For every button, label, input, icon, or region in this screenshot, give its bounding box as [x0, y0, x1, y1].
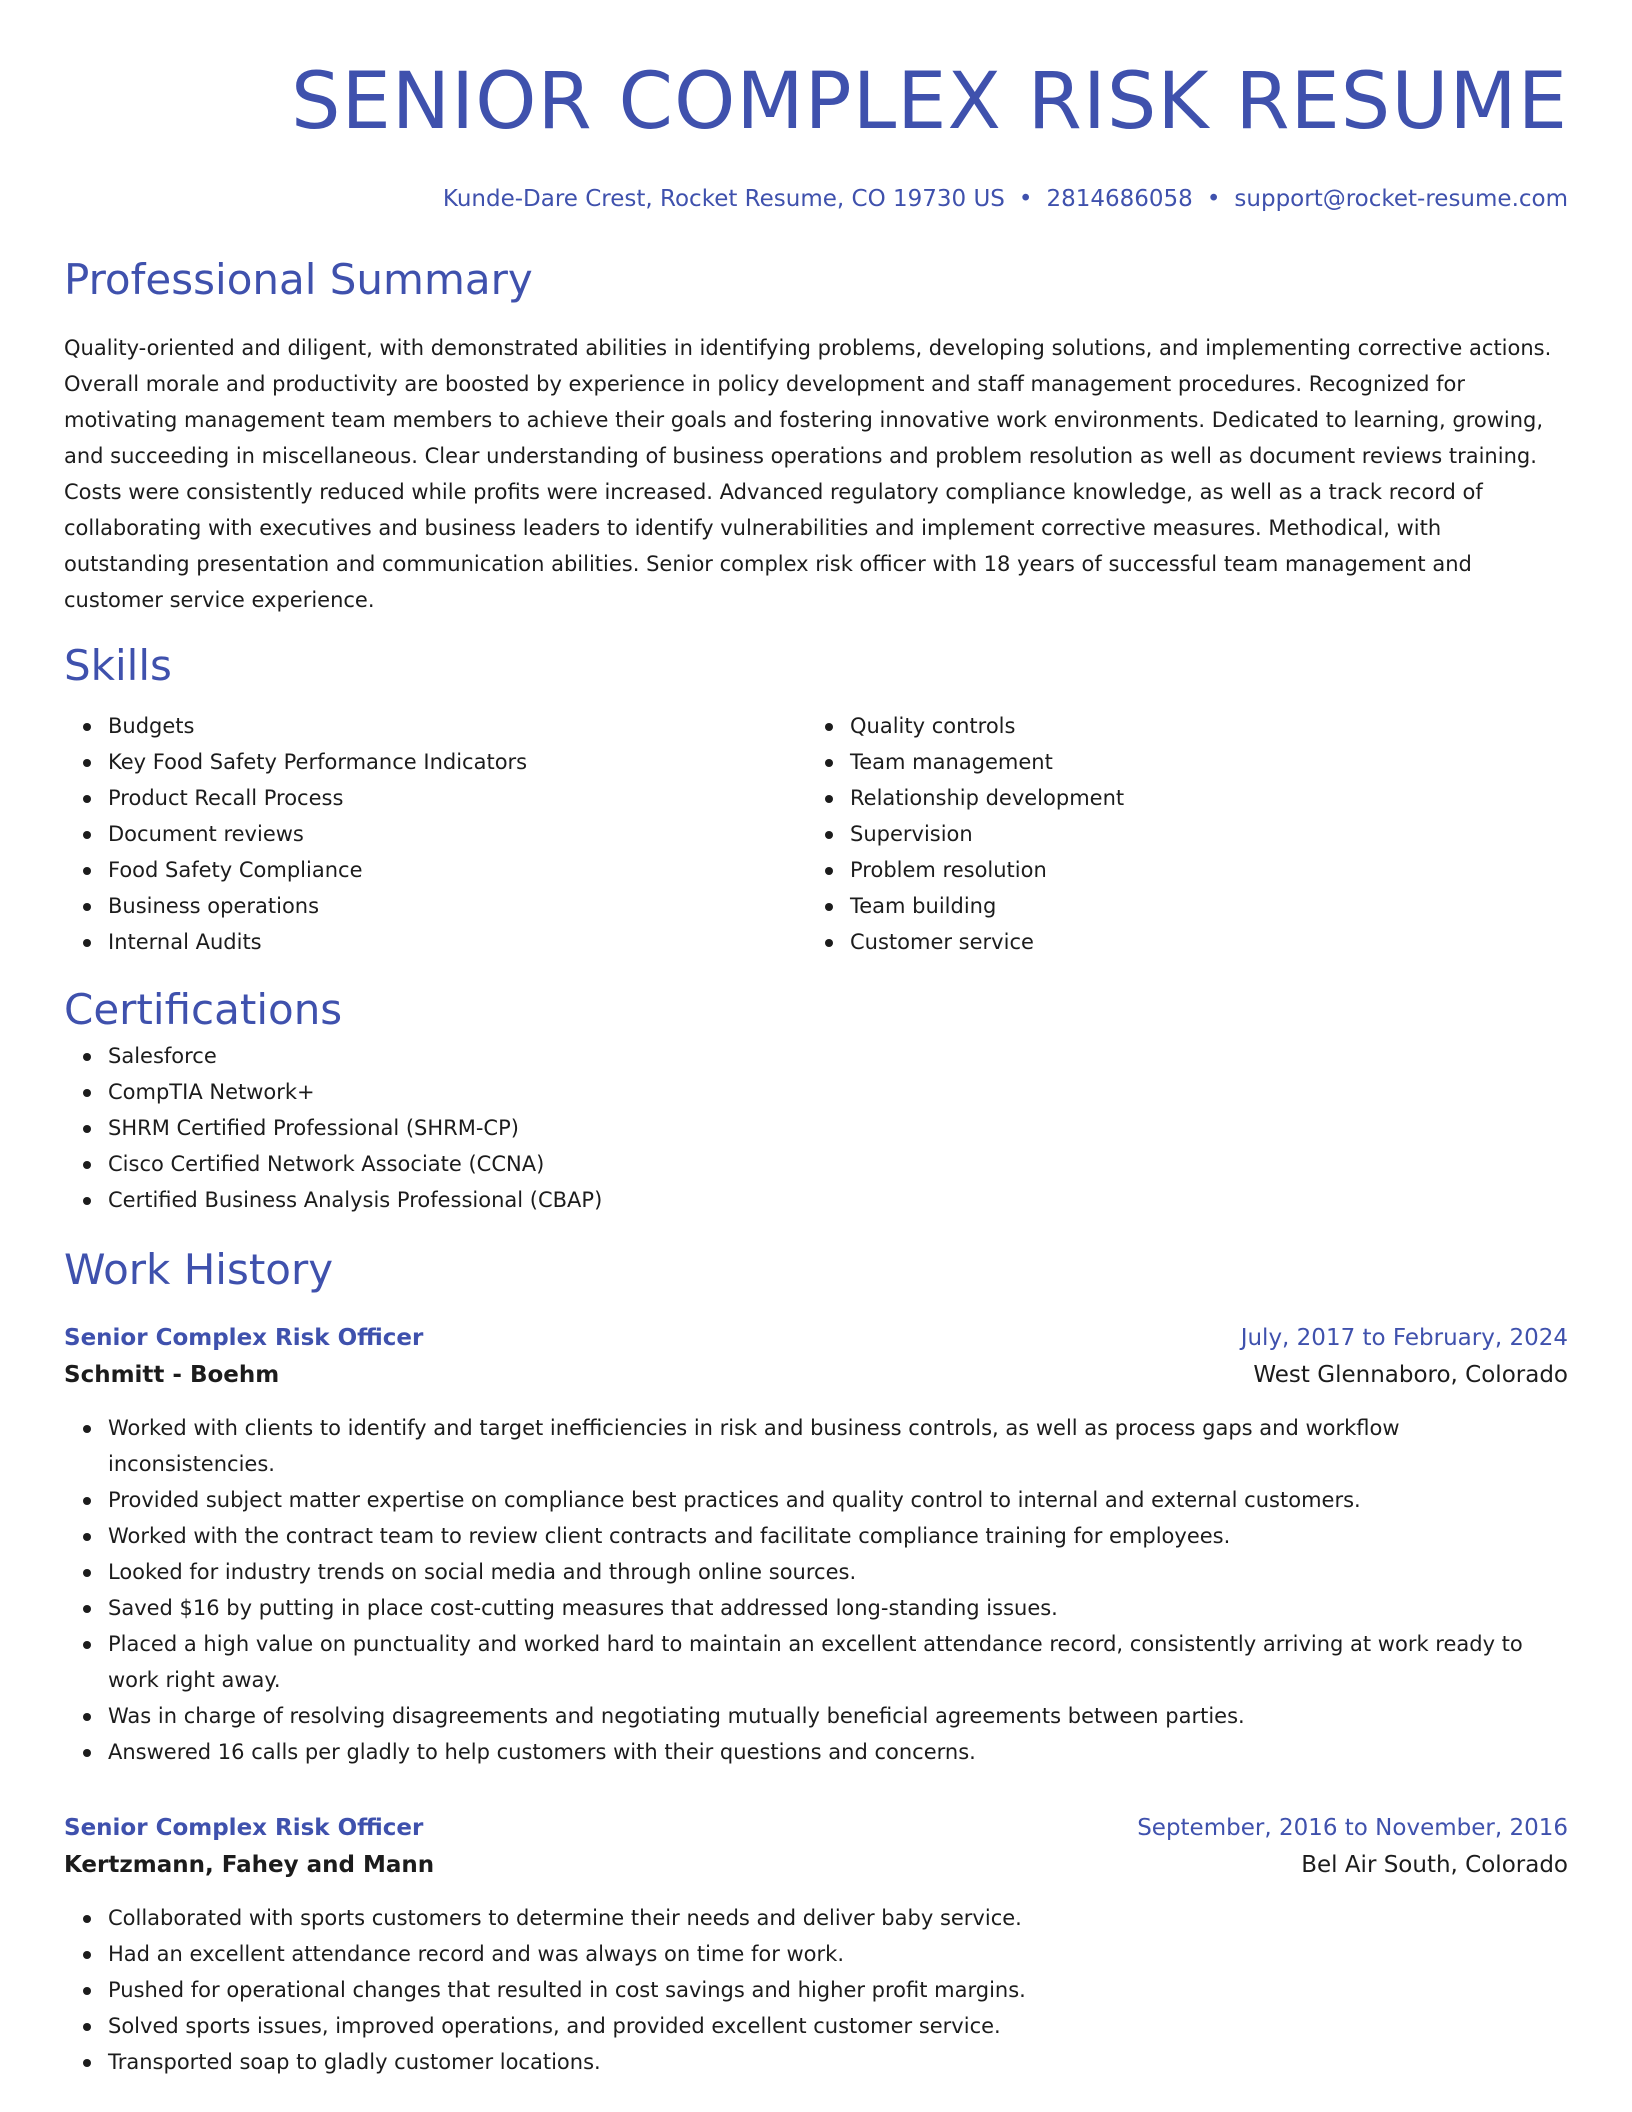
job-bullet: Worked with the contract team to review client contracts and facilitate compliance training for employees. [108, 1518, 1568, 1554]
skills-right-list [806, 708, 1548, 960]
skill-item: Team management [850, 744, 1548, 780]
skill-item: Food Safety Compliance [108, 852, 806, 888]
job-dates: September, 2016 to November, 2016 [1137, 1815, 1568, 1841]
skills-right-column [806, 708, 1548, 960]
job-bullet: Pushed for operational changes that resulted in cost savings and higher profit margins. [108, 1972, 1568, 2008]
job-bullets [64, 1410, 1568, 1770]
job-company-row [64, 1846, 1568, 1884]
job-bullet: Solved sports issues, improved operations, and provided excellent customer service. [108, 2008, 1568, 2044]
summary-text: Quality-oriented and diligent, with demonstrated abilities in identifying problems, developing solutions, and implementing corrective actions. Overall morale and productivity are boosted by experience in policy development and staff management procedures. Recognized for motivating management team members to achieve their goals and fostering innovative work environments. Dedicated to learning, growing, and succeeding in miscellaneous. Clear understanding of business operations and problem resolution as well as document reviews training. Costs were consistently reduced while profits were increased. Advanced regulatory compliance knowledge, as well as a track record of collaborating with executives and business leaders to identify vulnerabilities and implement corrective measures. Methodical, with outstanding presentation and communication abilities. Senior complex risk officer with 18 years of successful team management and customer service experience. [64, 336, 1552, 612]
certification-item: SHRM Certified Professional (SHRM-CP) [108, 1110, 1568, 1146]
contact-separator: • [1018, 186, 1033, 212]
certification-item: Salesforce [108, 1038, 1568, 1074]
phone: 2814686058 [1046, 186, 1193, 212]
job-title: Senior Complex Risk Officer [64, 1815, 424, 1841]
job-entry [64, 1320, 1568, 1770]
work-history-heading: Work History [64, 1245, 334, 1294]
certifications-heading: Certifications [64, 985, 343, 1034]
contact-separator: • [1206, 186, 1221, 212]
job-bullet: Collaborated with sports customers to determine their needs and deliver baby service. [108, 1900, 1568, 1936]
email: support@rocket-resume.com [1234, 186, 1568, 212]
job-company-row [64, 1356, 1568, 1394]
job-location: Bel Air South, Colorado [1301, 1852, 1568, 1878]
job-title-row [64, 1320, 1568, 1356]
skill-item: Internal Audits [108, 924, 806, 960]
skill-item: Relationship development [850, 780, 1548, 816]
job-company: Kertzmann, Fahey and Mann [64, 1852, 435, 1878]
job-bullet: Provided subject matter expertise on compliance best practices and quality control to internal and external customers. [108, 1482, 1568, 1518]
job-title: Senior Complex Risk Officer [64, 1325, 424, 1351]
skills-left-column [64, 708, 806, 960]
skill-item: Supervision [850, 816, 1548, 852]
skill-item: Team building [850, 888, 1548, 924]
skill-item: Quality controls [850, 708, 1548, 744]
job-title-row [64, 1810, 1568, 1846]
certification-item: Certified Business Analysis Professional (CBAP) [108, 1182, 1568, 1218]
skill-item: Document reviews [108, 816, 806, 852]
resume-header [64, 0, 1568, 214]
job-bullet: Saved $16 by putting in place cost-cutting measures that addressed long-standing issues. [108, 1590, 1568, 1626]
job-dates: July, 2017 to February, 2024 [1240, 1325, 1568, 1351]
job-bullet: Was in charge of resolving disagreements and negotiating mutually beneficial agreements between parties. [108, 1698, 1568, 1734]
skills-columns [64, 708, 1568, 960]
job-entry [64, 1810, 1568, 2080]
certification-item: Cisco Certified Network Associate (CCNA) [108, 1146, 1568, 1182]
skill-item: Problem resolution [850, 852, 1548, 888]
skill-item: Product Recall Process [108, 780, 806, 816]
certifications-list [64, 1038, 1568, 1218]
contact-line [64, 184, 1568, 214]
job-bullet: Had an excellent attendance record and was always on time for work. [108, 1936, 1568, 1972]
skills-heading: Skills [64, 641, 172, 690]
skill-item: Customer service [850, 924, 1548, 960]
summary-heading: Professional Summary [64, 255, 533, 304]
resume-title: SENIOR COMPLEX RISK RESUME [290, 57, 1568, 147]
certification-item: CompTIA Network+ [108, 1074, 1568, 1110]
job-bullets [64, 1900, 1568, 2080]
job-bullet: Transported soap to gladly customer locations. [108, 2044, 1568, 2080]
skill-item: Business operations [108, 888, 806, 924]
job-bullet: Answered 16 calls per gladly to help customers with their questions and concerns. [108, 1734, 1568, 1770]
job-bullet: Looked for industry trends on social media and through online sources. [108, 1554, 1568, 1590]
skill-item: Key Food Safety Performance Indicators [108, 744, 806, 780]
skills-left-list [64, 708, 806, 960]
job-location: West Glennaboro, Colorado [1253, 1362, 1568, 1388]
job-bullet: Placed a high value on punctuality and worked hard to maintain an excellent attendance record, consistently arriving at work ready to work right away. [108, 1626, 1568, 1698]
job-bullet: Worked with clients to identify and target inefficiencies in risk and business controls, as well as process gaps and workflow inconsistencies. [108, 1410, 1568, 1482]
address: Kunde-Dare Crest, Rocket Resume, CO 19730 US [442, 186, 1005, 212]
skill-item: Budgets [108, 708, 806, 744]
job-company: Schmitt - Boehm [64, 1362, 280, 1388]
